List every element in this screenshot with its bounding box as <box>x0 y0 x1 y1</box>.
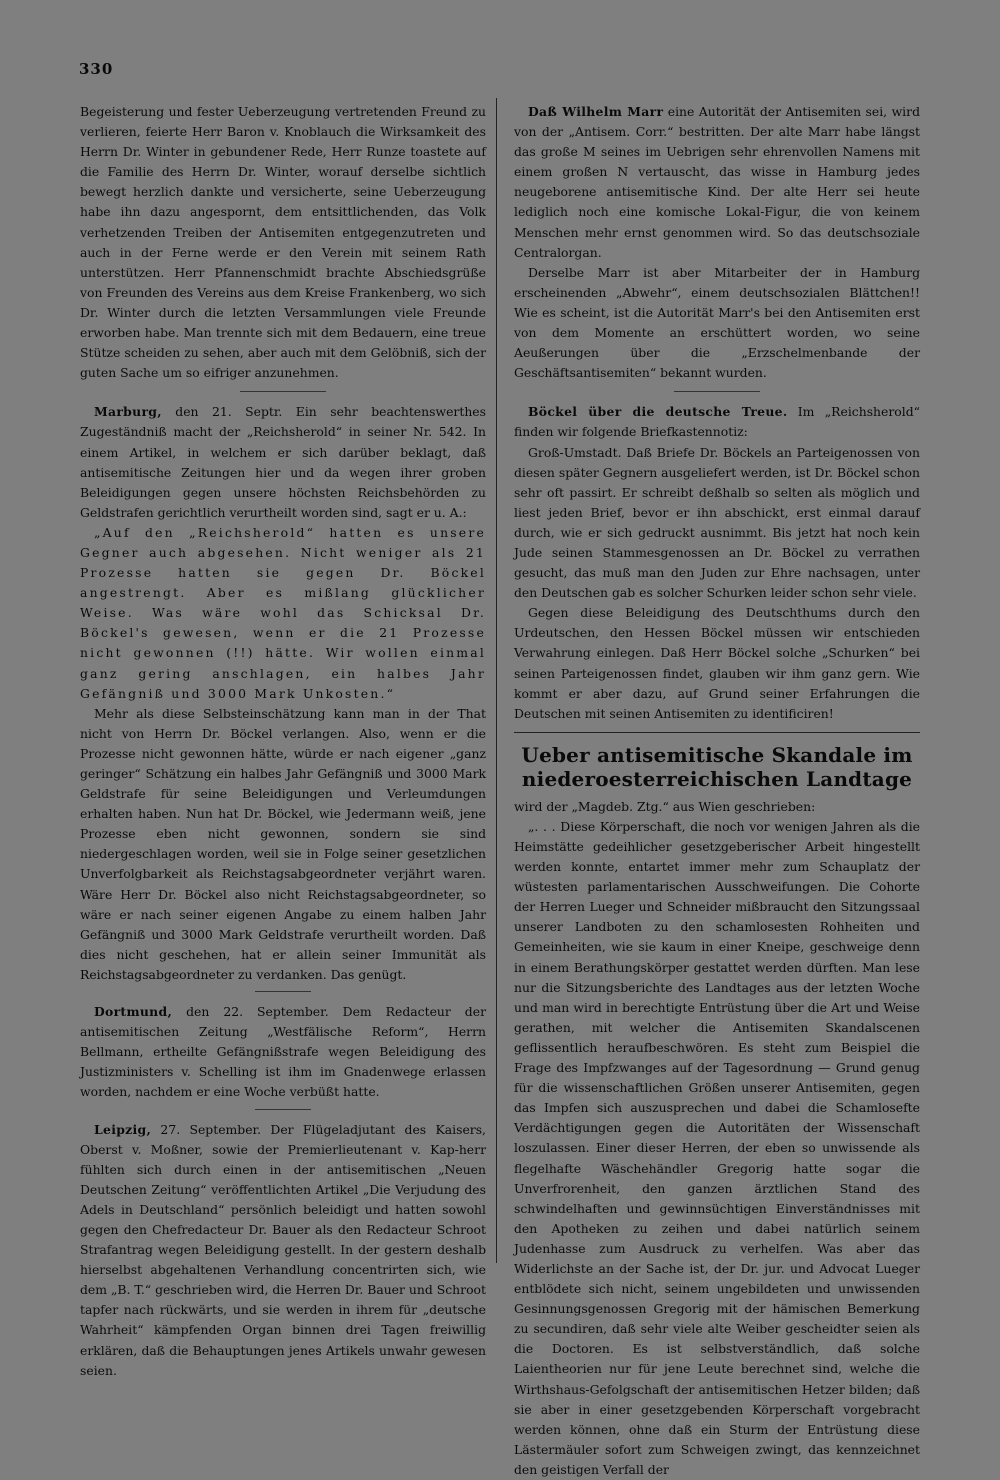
marburg-text: den 21. Septr. Ein sehr beachtenswerthes Zugeständniß macht der „Reichsherold“ in seiner Nr. 542. In einem Artikel, in welchem er sich darüber beklagt, daß antisemitische Zeitungen hier und da wegen ihrer groben Beleidigungen gegen unsere höchsten Reichsbehörden zu Geldstrafen gerichtlich verurtheilt worden sind, sagt er u. A.: <box>80 404 486 520</box>
leipzig-article <box>80 1120 486 1381</box>
marburg-article <box>80 402 486 523</box>
farewell-paragraph: Begeisterung und fester Ueberzeugung vertretenden Freund zu verlieren, feierte Herr Baron v. Knoblauch die Wirksamkeit des Herrn Dr. Winter in gebundener Rede, Herr Runze toastete auf die Familie des Herrn Dr. Winter, worauf derselbe sichtlich bewegt herzlich dankte und versicherte, seine Ueberzeugung habe ihn dazu angespornt, dem entsittlichenden, das Volk verhetzenden Treiben der Antisemiten entgegenzutreten und auch in der Ferne werde er den Verein mit seinem Rath unterstützen. Herr Pfannenschmidt brachte Abschiedsgrüße von Freunden des Vereins aus dem Kreise Frankenberg, wo sich Dr. Winter durch die letzten Versammlungen viele Freunde erworben habe. Man trennte sich mit dem Bedauern, eine treue Stütze scheiden zu sehen, aber auch mit dem Gelöbniß, sich der guten Sache um so eifriger anzunehmen. <box>80 104 486 381</box>
boeckel-article <box>514 402 920 442</box>
article-intro: wird der „Magdeb. Ztg.“ aus Wien geschrieben: <box>514 798 816 814</box>
section-rule <box>514 732 920 733</box>
boeckel-text: Im „Reichsherold“ finden wir folgende Briefkastennotiz: <box>514 404 920 440</box>
marburg-lead: Marburg, <box>94 404 162 420</box>
page-number: 330 <box>79 60 114 78</box>
leipzig-text: 27. September. Der Flügeladjutant des Kaisers, Oberst v. Moßner, sowie der Premierlieutenant v. Kap-herr fühlten sich durch einen in der antisemitischen „Neuen Deutschen Zeitung“ veröffentlichten Artikel „Die Verjudung des Adels in Deutschland“ persönlich beleidigt und hatten sowohl gegen den Chefredacteur Dr. Bauer als den Redacteur Schroot Strafantrag wegen Beleidigung gestellt. In der gestern deshalb hierselbst abgehaltenen Verhandlung concentrirten sich, wie dem „B. T.“ geschrieben wird, die Herren Dr. Bauer und Schroot tapfer nach rückwärts, und sie werden in ihrem für „deutsche Wahrheit“ kämpfenden Organ binnen drei Tagen freiwillig erklären, daß die Behauptungen jenes Artikels unwahr gewesen seien. <box>80 1121 486 1378</box>
marburg-quote: „Auf den „Reichsherold“ hatten es unsere Gegner auch abgesehen. Nicht weniger als 21 Prozesse hatten sie gegen Dr. Böckel angestrengt. Aber es mißlang glücklicher Weise. Was wäre wohl das Schicksal Dr. Böckel's gewesen, wenn er die 21 Prozesse nicht gewonnen (!!) hätte. Wir wollen einmal ganz gering anschlagen, ein halbes Jahr Gefängniß und 3000 Mark Unkosten.“ <box>80 524 486 701</box>
section-separator <box>674 391 760 392</box>
right-column <box>514 102 920 1477</box>
marr-lead: Daß Wilhelm Marr <box>528 104 664 119</box>
marburg-paragraph-2: Mehr als diese Selbsteinschätzung kann man in der That nicht von Herrn Dr. Böckel verlangen. Also, wenn er die Prozesse nicht gewonnen hätte, würde er nach eigener „ganz geringer“ Schätzung ein halbes Jahr Gefängniß und 3000 Mark Geldstrafe für seine Beleidigungen und Verleumdungen erhalten haben. Nun hat Dr. Böckel, wie Jedermann weiß, jene Prozesse eben nicht gewonnen, sondern sie sind niedergeschlagen worden, weil sie in Folge seiner gesetzlichen Unverfolgbarkeit als Reichstagsabgeordneter verjährt waren. Wäre Herr Dr. Böckel also nicht Reichstagsabgeordneter, so wäre er nach seiner eigenen Angabe zu einem halben Jahr Gefängniß und 3000 Mark Geldstrafe verurtheilt worden. Daß dies nicht geschehen, hat er allein seiner Immunität als Reichstagsabgeordneter zu verdanken. Das genügt. <box>80 705 486 982</box>
boeckel-quote: Groß-Umstadt. Daß Briefe Dr. Böckels an Parteigenossen von diesen später Gegnern ausgeliefert werden, ist Dr. Böckel schon sehr oft passirt. Er schreibt deßhalb so selten als möglich und liest jeden Brief, bevor er ihn abschickt, erst einmal darauf durch, wie er sich gedruckt ausnimmt. Bis jetzt hat noch kein Jude seinen Stammesgenossen an Dr. Böckel zu verrathen gesucht, das muß man den Juden zur Ehre nachsagen, unter den Deutschen gab es solcher Schurken leider schon sehr viele. <box>514 444 920 601</box>
boeckel-paragraph-2: Gegen diese Beleidigung des Deutschthums durch den Urdeutschen, den Hessen Böckel müssen wir entschieden Verwahrung einlegen. Daß Herr Böckel solche „Schurken“ bei seinen Parteigenossen findet, glauben wir ihm ganz gern. Wie kommt er aber dazu, auf Grund seiner Erfahrungen die Deutschen mit seinen Antisemiten zu identificiren! <box>514 605 920 721</box>
dortmund-text: den 22. September. Dem Redacteur der antisemitischen Zeitung „Westfälische Reform“, Herrn Bellmann, ertheilte Gefängnißstrafe wegen Beleidigung des Justizministers v. Schelling ist ihm im Gnadenwege erlassen worden, nachdem er eine Woche verbüßt hatte. <box>80 1004 486 1100</box>
vienna-report: „. . . Diese Körperschaft, die noch vor wenigen Jahren als die Heimstätte gedeihlicher gesetzgeberischer Arbeit hingestellt werden konnte, entartet immer mehr zum Schauplatz der wüstesten parlamentarischen Ausschweifungen. Die Cohorte der Herren Lueger und Schneider mißbraucht den Sitzungssaal unserer Landboten zu den schamlosesten Rohheiten und Gemeinheiten, wie sie kaum in einer Kneipe, geschweige denn in einem Berathungskörper gestattet werden dürften. Man lese nur die Sitzungsberichte des Landtages aus der letzten Woche und man wird in berechtigte Entrüstung über die Art und Weise gerathen, mit welcher die Antisemiten Skandalscenen geflissentlich heraufbeschwören. Es steht zum Beispiel die Frage des Impfzwanges auf der Tagesordnung — Grund genug für die wissenschaftlichen Größen unserer Antisemiten, gegen das Impfen sich auszusprechen und dabei die Schamlosefte Verdächtigungen gegen die Autoritäten der Wissenschaft loszulassen. Einer dieser Herren, der eben so unwissende als flegelhafte Wäschehändler Gregorig hatte sogar die Unverfrorenheit, den ganzen ärztlichen Stand des schwindelhaften und gewinnsüchtigen Einverständnisses mit den Apotheken zu zeihen und dabei natürlich seinem Judenhasse zum Ausdruck zu verhelfen. Was aber das Widerlichste an der Sache ist, der Dr. jur. und Advocat Lueger entblödete sich nicht, seinem ungebildeten und unwissenden Gesinnungsgenossen Gregorig mit der hämischen Bemerkung zu secundiren, daß sehr viele alte Weiber gescheidter seien als die Doctoren. Es ist selbstverständlich, daß solche Laientheorien nur für jene Leute berechnet sind, welche die Wirthshaus-Gefolgschaft der antisemitischen Hetzer bilden; daß sie aber in einer gesetzgebenden Körperschaft vorgebracht werden können, ohne daß ein Sturm der Entrüstung diese Lästermäuler sofort zum Schweigen zwingt, das kennzeichnet den geistigen Verfall der <box>514 818 920 1477</box>
column-divider <box>496 98 497 1263</box>
article-headline: Ueber antisemitische Skandale im niederoesterreichischen Landtage <box>521 742 913 791</box>
marr-article <box>514 102 920 263</box>
marr-paragraph-2: Derselbe Marr ist aber Mitarbeiter der in Hamburg erscheinenden „Abwehr“, einem deutschsozialen Blättchen!! Wie es scheint, ist die Autorität Marr's bei den Antisemiten erst von dem Momente an erschüttert worden, wo seine Aeußerungen über die „Erzschelmenbande der Geschäftsantisemiten“ bekannt wurden. <box>514 264 920 381</box>
section-separator <box>255 1109 311 1110</box>
section-separator <box>255 991 311 992</box>
left-column <box>80 102 486 1378</box>
dortmund-article <box>80 1002 486 1102</box>
marr-text: eine Autorität der Antisemiten sei, wird von der „Antisem. Corr.“ bestritten. Der alte Marr habe längst das große M seines im Uebrigen sehr ehrenvollen Namens mit einem großen N vertauscht, das wisse in Hamburg jedes neugeborene antisemitische Kind. Der alte Herr sei heute lediglich noch eine komische Lokal-Figur, die von keinem Menschen mehr ernst genommen wird. So das deutschsoziale Centralorgan. <box>514 104 920 260</box>
dortmund-lead: Dortmund, <box>94 1004 173 1020</box>
boeckel-lead: Böckel über die deutsche Treue. <box>528 404 788 420</box>
section-separator <box>240 391 326 392</box>
leipzig-lead: Leipzig, <box>94 1121 152 1137</box>
